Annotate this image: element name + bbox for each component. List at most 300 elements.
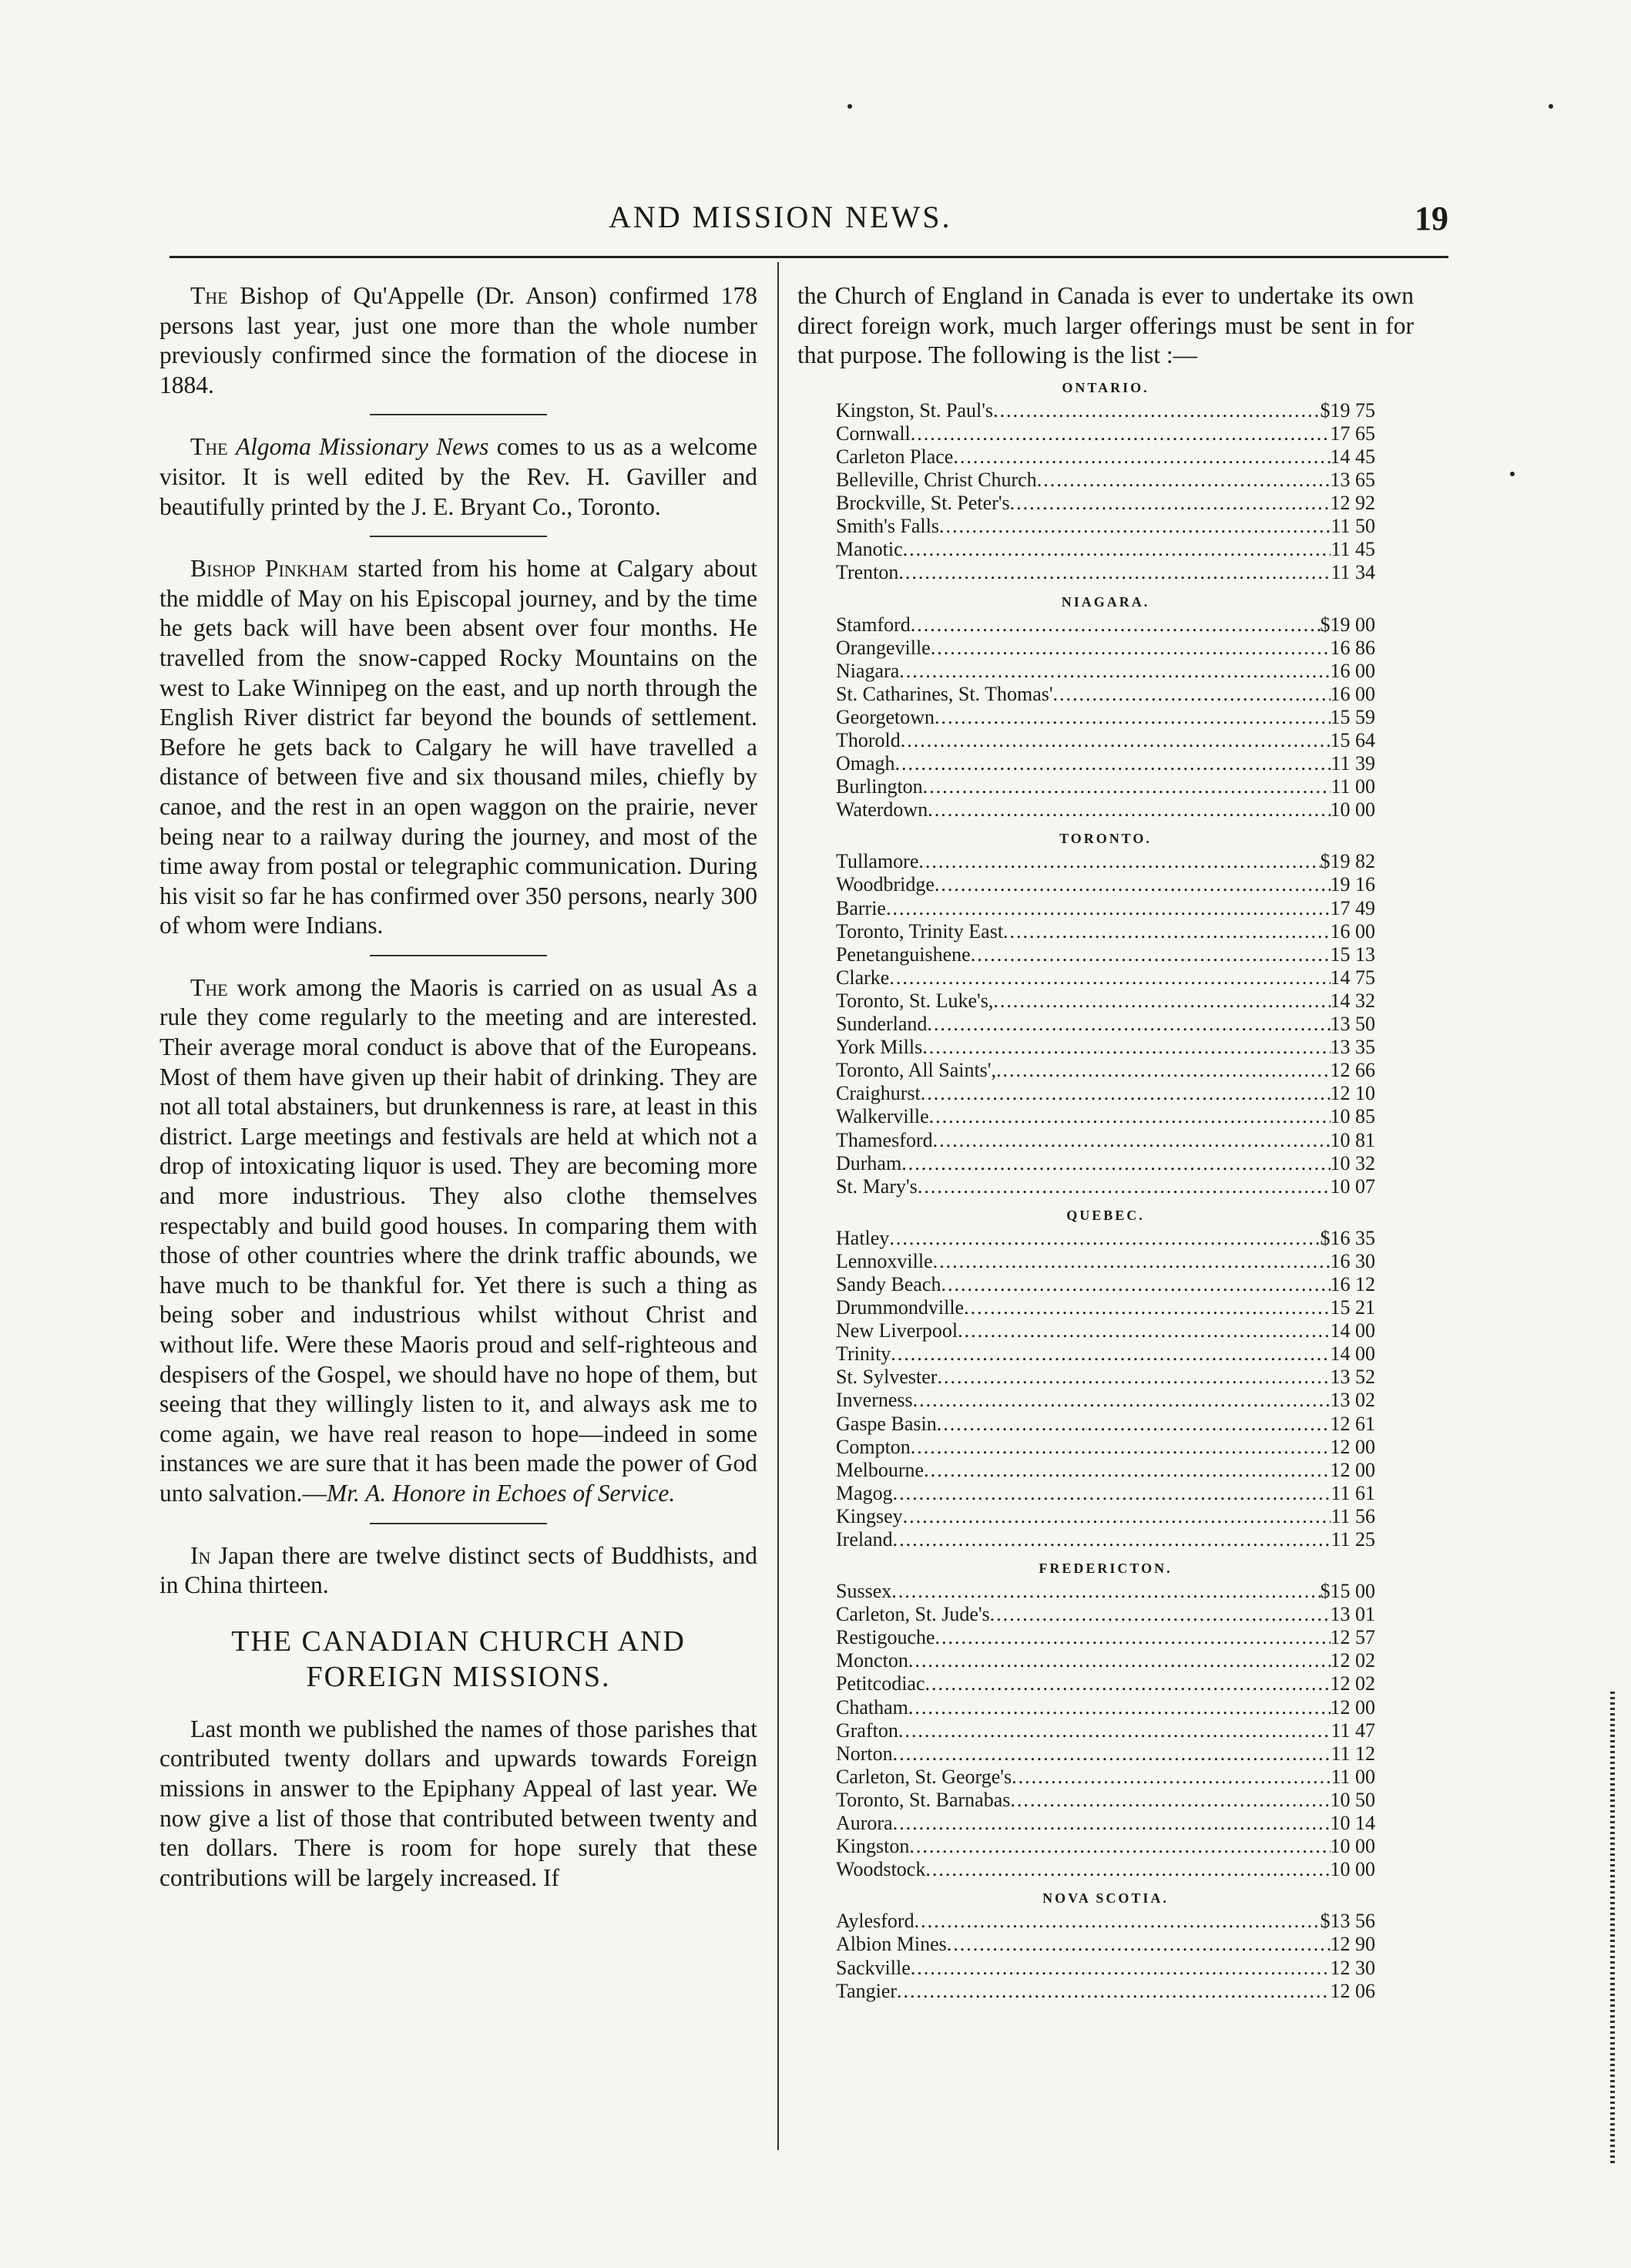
parish-name: Drummondville [836,1296,965,1319]
dot-leader [889,1227,1320,1250]
parish-name: Tullamore [836,850,919,873]
list-item [836,729,1375,752]
amount: 12 00 [1330,1435,1375,1458]
lead-word: Bishop Pinkham [190,555,348,583]
dot-leader [993,990,1330,1013]
dot-leader [953,445,1330,469]
dot-leader [947,1933,1331,1956]
dot-leader [996,1059,1331,1082]
list-item [836,1413,1375,1436]
region-heading: ONTARIO. [1062,379,1149,395]
amount: 16 12 [1330,1272,1375,1295]
dot-leader [935,706,1330,729]
paragraph-text: Last month we published the names of those parishes that contributed twenty dollars and upwards towards Foreign missions in answer to the Epiphany Appeal of last year. We now give a list of those that contributed between twenty and ten dollars. There is room for hope surely that these contributions will be largely increased. If [159,1715,757,1891]
amount: 10 81 [1330,1128,1375,1151]
parish-name: Lennoxville [836,1249,933,1272]
dot-leader [918,850,1320,873]
dot-leader [899,660,1330,683]
parish-name: Orangeville [836,636,931,659]
page-header [169,199,1448,245]
parish-name: York Mills [836,1036,923,1059]
amount: 11 12 [1331,1742,1375,1765]
dot-leader [964,1296,1330,1319]
parish-name: Aylesford [836,1910,915,1933]
publication-title: Algoma Missionary News [235,433,489,461]
amount: 11 50 [1331,515,1375,538]
list-item [836,1649,1375,1672]
list-item [836,1789,1375,1812]
amount: 10 50 [1330,1788,1375,1811]
parish-name: Toronto, St. Barnabas [836,1788,1011,1811]
list-item [836,1273,1375,1296]
region-heading: FREDERICTON. [1039,1561,1173,1577]
parish-name: Penetanguishene [836,942,971,966]
list-item [836,966,1375,990]
parish-name: Carleton, St. Jude's [836,1603,990,1626]
list-item [836,1105,1375,1128]
parish-name: Woodstock [836,1858,926,1881]
amount: 10 00 [1330,1835,1375,1858]
amount: 13 35 [1330,1036,1375,1059]
list-item [836,1013,1375,1036]
paragraph-japan [159,1541,757,1601]
list-item [836,613,1375,637]
list-item [836,1342,1375,1366]
amount: 14 45 [1330,445,1375,468]
amount: 15 64 [1330,729,1375,751]
list-item [836,1505,1375,1528]
parish-name: Thamesford [836,1128,933,1151]
separator-rule [370,536,547,537]
parish-name: Brockville, St. Peter's [836,492,1010,515]
parish-name: Albion Mines [836,1933,947,1956]
dot-leader [923,775,1331,798]
parish-name: Stamford [836,613,911,636]
amount: 19 16 [1330,873,1375,896]
list-item [836,660,1375,683]
dot-leader [901,729,1331,752]
parish-name: Toronto, Trinity East [836,919,1004,942]
list-item [836,1319,1375,1342]
amount: 15 13 [1330,942,1375,966]
parish-name: Omagh [836,752,895,775]
parish-name: Carleton, St. George's [836,1765,1012,1788]
dot-leader [935,1626,1331,1649]
right-column [797,281,1414,2003]
dot-leader [1010,492,1331,515]
paragraph-bishop-pinkham [159,554,757,941]
parish-name: Grafton [836,1719,898,1742]
parish-name: Niagara [836,659,900,682]
list-item [836,1250,1375,1273]
list-item [836,1059,1375,1082]
parish-name: Petitcodiac [836,1672,925,1695]
print-speck [847,104,852,109]
running-title: AND MISSION NEWS. [609,200,952,234]
dot-leader [893,1528,1331,1551]
paragraph-foreign-missions [159,1715,757,1893]
amount: $13 56 [1320,1910,1375,1933]
list-item [836,1175,1375,1198]
list-item [836,850,1375,873]
lead-word: The [190,433,228,461]
amount: 10 14 [1330,1812,1375,1835]
paragraph-text: Japan there are twelve distinct sects of Buddhists, and in China thirteen. [159,1541,757,1599]
amount: 16 30 [1330,1249,1375,1272]
amount: 10 07 [1330,1174,1375,1198]
parish-name: Cornwall [836,422,911,445]
dot-leader [941,1273,1330,1296]
dot-leader [990,1603,1331,1626]
amount: 12 66 [1330,1059,1375,1082]
parish-name: Georgetown [836,705,935,728]
list-item [836,1296,1375,1319]
paragraph-text: work among the Maoris is carried on as usual As a rule they come regularly to the meeting and are interested. Their average moral conduct is above that of the Europeans. Most of them have given up their habit of drinking. They are not all total abstainers, but drunkenness is rare, at least in this district. Large meetings and festivals are held at which not a drop of intoxicating liquor is used. They are becoming more and more industrious. They also clothe themselves respectably and build good houses. In comparing them with those of other countries where the drink traffic abounds, we have much to be thankful for. Yet there is such a thing as being sober and industrious whilst without Christ and without life. Were these Maoris proud and self-righteous and despisers of the Gospel, we should have no hope of them, but seeing that they willingly listen to it, and always ask me to come again, we have real reason to hope—indeed in some instances we are sure that it has been made the power of God unto salvation.— [159,973,757,1507]
amount: 12 00 [1330,1458,1375,1481]
amount: 10 85 [1330,1105,1375,1128]
parish-name: St. Sylvester [836,1366,938,1389]
dot-leader [925,1858,1330,1881]
region-list [836,613,1375,822]
list-item [836,752,1375,775]
amount: 12 10 [1330,1082,1375,1105]
parish-name: Sunderland [836,1013,928,1036]
region-list [836,850,1375,1198]
parish-name: Tangier [836,1979,898,2002]
dot-leader [911,1957,1331,1980]
parish-name: Ireland [836,1528,893,1551]
parish-name: Thorold [836,729,901,751]
amount: 11 45 [1331,538,1375,561]
amount: 12 90 [1330,1933,1375,1956]
parish-name: Trinity [836,1342,891,1366]
list-intro: the Church of England in Canada is ever to undertake its own direct foreign work, much larger offerings must be sent in for that purpose. The following is the list :— [797,282,1414,369]
dot-leader [1037,469,1331,492]
dot-leader [903,1505,1331,1528]
dot-leader [893,1742,1331,1766]
list-item [836,1366,1375,1389]
list-item [836,1672,1375,1695]
amount: 12 02 [1330,1649,1375,1672]
parish-name: Aurora [836,1812,893,1835]
parish-name: Durham [836,1151,902,1174]
region-list [836,1580,1375,1881]
dot-leader [924,1459,1330,1482]
amount: $16 35 [1320,1226,1375,1249]
dot-leader [921,1082,1331,1105]
list-item [836,897,1375,920]
list-item [836,422,1375,445]
parish-name: Waterdown [836,798,928,822]
parish-name: Norton [836,1742,893,1765]
list-item [836,1766,1375,1789]
amount: 13 50 [1330,1013,1375,1036]
list-item [836,1227,1375,1250]
region-heading: TORONTO. [1059,831,1152,847]
amount: 17 65 [1330,422,1375,445]
parish-name: Toronto, All Saints', [836,1059,996,1082]
dot-leader [931,637,1331,660]
paragraph-text: Bishop of Qu'Appelle (Dr. Anson) confirmed 178 persons last year, just one more than the whole number previously confirmed since the formation of the diocese in 1884. [159,282,758,398]
list-item [836,775,1375,798]
dot-leader [913,1389,1331,1412]
dot-leader [908,1649,1331,1672]
list-item [836,1933,1375,1956]
list-item [836,1835,1375,1858]
parish-name: Restigouche [836,1626,935,1649]
list-item [836,1482,1375,1505]
region-list [836,1910,1375,2002]
dot-leader [971,943,1331,966]
list-item [836,1459,1375,1482]
dot-leader [911,613,1321,637]
amount: 14 00 [1330,1342,1375,1366]
parish-name: Belleville, Christ Church [836,469,1037,492]
dot-leader [935,873,1331,896]
parish-name: St. Mary's [836,1174,918,1198]
dot-leader [1053,683,1331,706]
dot-leader [922,1036,1330,1059]
list-item [836,1626,1375,1649]
dot-leader [1012,1766,1331,1789]
dot-leader [927,1013,1330,1036]
parish-name: Barrie [836,896,886,919]
parish-name: Kingsey [836,1504,903,1527]
list-item [836,492,1375,515]
section-heading-line-1: THE CANADIAN CHURCH AND [231,1625,686,1658]
list-item [836,1858,1375,1881]
amount: 16 00 [1330,659,1375,682]
dot-leader [893,1812,1331,1835]
amount: 13 65 [1330,469,1375,492]
contribution-list [797,380,1414,2003]
dot-leader [891,1342,1330,1366]
dot-leader [901,1152,1330,1175]
parish-name: Craighurst [836,1082,921,1105]
list-item [836,1036,1375,1059]
dot-leader [993,399,1320,422]
amount: 15 21 [1330,1296,1375,1319]
list-item [836,920,1375,943]
amount: 12 61 [1330,1412,1375,1435]
amount: 10 00 [1330,1858,1375,1881]
parish-name: Kingston [836,1835,910,1858]
section-heading [159,1624,757,1695]
amount: 11 00 [1331,1765,1375,1788]
dot-leader [937,1366,1330,1389]
parish-name: Manotic [836,538,903,561]
list-item [836,1719,1375,1742]
list-item [836,798,1375,822]
region-list [836,399,1375,585]
paragraph-bishop-quappelle [159,281,757,400]
parish-name: Clarke [836,966,890,989]
parish-name: Kingston, St. Paul's [836,398,994,422]
dot-leader [895,752,1331,775]
amount: 11 61 [1331,1481,1375,1504]
amount: 11 00 [1331,775,1375,798]
region-list [836,1227,1375,1551]
list-item [836,561,1375,584]
list-item [836,990,1375,1013]
separator-rule [370,1523,547,1524]
list-item [836,1528,1375,1551]
dot-leader [929,1105,1331,1128]
dot-leader [891,1580,1320,1603]
list-item [836,873,1375,896]
parish-name: St. Catharines, St. Thomas' [836,682,1053,705]
list-item [836,1082,1375,1105]
parish-name: Burlington [836,775,923,798]
dot-leader [908,1696,1331,1719]
parish-name: Trenton [836,561,899,584]
separator-rule [370,414,547,415]
amount: $15 00 [1320,1580,1375,1603]
amount: 15 59 [1330,705,1375,728]
dot-leader [915,1910,1321,1933]
amount: 12 92 [1330,492,1375,515]
parish-name: Carleton Place [836,445,954,468]
lead-word: In [190,1541,211,1569]
list-item [836,1980,1375,2003]
print-speck [1549,104,1553,109]
dot-leader [958,1319,1330,1342]
citation: Mr. A. Honore in Echoes of Service. [326,1479,676,1507]
parish-name: Sackville [836,1956,911,1979]
parish-name: Woodbridge [836,873,935,896]
list-item [836,943,1375,966]
amount: 16 86 [1330,636,1375,659]
list-item [836,399,1375,422]
amount: 12 06 [1330,1979,1375,2002]
lead-word: The [190,973,228,1001]
amount: 16 00 [1330,919,1375,942]
amount: 12 57 [1330,1626,1375,1649]
dot-leader [911,1436,1331,1459]
header-rule [169,256,1448,258]
list-item [836,637,1375,660]
amount: 11 56 [1331,1504,1375,1527]
dot-leader [911,422,1331,445]
print-speck [1510,472,1515,476]
list-item [836,1436,1375,1459]
lead-word: The [190,282,228,309]
amount: 14 32 [1330,989,1375,1012]
amount: 17 49 [1330,896,1375,919]
dot-leader [933,1129,1331,1152]
amount: 11 25 [1331,1528,1375,1551]
list-item [836,1957,1375,1980]
amount: 10 32 [1330,1151,1375,1174]
list-item [836,469,1375,492]
paragraph-text: started from his home at Calgary about the middle of May on his Episcopal journey, and by the time he gets back will have been absent over four months. He travelled from the snow-capped Rocky Mountains on the west to Lake Winnipeg on the east, and up north through the English River district far beyond the bounds of settlement. Before he gets back to Calgary he will have travelled a distance of between five and six thousand miles, chiefly by canoe, and the rest in an open waggon on the prairie, never being near to a railway during the journey, and most of the time away from postal or telegraphic communication. During his visit so far he has confirmed over 350 persons, nearly 300 of whom were Indians. [159,555,758,939]
parish-name: New Liverpool [836,1319,958,1342]
paragraph-text: comes to us as a welcome visitor. It is well edited by the Rev. H. Gaviller and beautifully printed by the J. E. Bryant Co., Toronto. [159,433,757,520]
list-item [836,1696,1375,1719]
list-item [836,515,1375,538]
parish-name: Hatley [836,1226,890,1249]
parish-name: Chatham [836,1695,908,1719]
amount: $19 82 [1320,850,1375,873]
list-item [836,1580,1375,1603]
dot-leader [1003,920,1330,943]
dot-leader [889,966,1330,990]
list-item [836,445,1375,469]
parish-name: Smith's Falls [836,515,939,538]
parish-name: Gaspe Basin [836,1412,937,1435]
amount: 14 00 [1330,1319,1375,1342]
amount: 13 52 [1330,1366,1375,1389]
amount: $19 75 [1320,398,1375,422]
paragraph-algoma-news [159,432,757,522]
dot-leader [1010,1789,1330,1812]
amount: 14 75 [1330,966,1375,989]
margin-mark [1610,1692,1615,2166]
dot-leader [886,897,1331,920]
list-item [836,1812,1375,1835]
list-item [836,1742,1375,1766]
list-item [836,1152,1375,1175]
region-heading: NIAGARA. [1061,593,1150,610]
parish-name: Magog [836,1481,893,1504]
amount: 13 02 [1330,1389,1375,1412]
parish-name: Sandy Beach [836,1272,941,1295]
amount: 16 00 [1330,682,1375,705]
parish-name: Sussex [836,1580,892,1603]
amount: 13 01 [1330,1603,1375,1626]
list-item [836,538,1375,561]
list-item [836,706,1375,729]
dot-leader [937,1413,1331,1436]
parish-name: Melbourne [836,1458,925,1481]
parish-name: Walkerville [836,1105,929,1128]
parish-name: Inverness [836,1389,913,1412]
amount: 12 02 [1330,1672,1375,1695]
parish-name: Moncton [836,1649,908,1672]
dot-leader [897,1980,1330,2003]
list-item [836,1129,1375,1152]
dot-leader [898,1719,1331,1742]
section-heading-line-2: FOREIGN MISSIONS. [306,1660,611,1693]
dot-leader [925,1672,1331,1695]
amount: 11 34 [1331,561,1375,584]
amount: 11 47 [1331,1719,1375,1742]
dot-leader [933,1250,1331,1273]
dot-leader [898,561,1331,584]
dot-leader [918,1175,1331,1198]
paragraph-maoris [159,973,757,1509]
list-item [836,1603,1375,1626]
dot-leader [928,798,1330,822]
parish-name: Compton [836,1435,911,1458]
region-heading: NOVA SCOTIA. [1042,1890,1169,1907]
parish-name: Toronto, St. Luke's, [836,989,994,1012]
amount: 10 00 [1330,798,1375,822]
dot-leader [903,538,1331,561]
dot-leader [909,1835,1330,1858]
separator-rule [370,955,547,956]
amount: 12 30 [1330,1956,1375,1979]
list-item [836,683,1375,706]
amount: $19 00 [1320,613,1375,636]
page-number: 19 [1415,200,1448,237]
dot-leader [939,515,1331,538]
amount: 11 39 [1331,752,1375,775]
list-item [836,1910,1375,1933]
left-column [159,281,757,1893]
region-heading: QUEBEC. [1066,1207,1145,1223]
amount: 12 00 [1330,1695,1375,1719]
